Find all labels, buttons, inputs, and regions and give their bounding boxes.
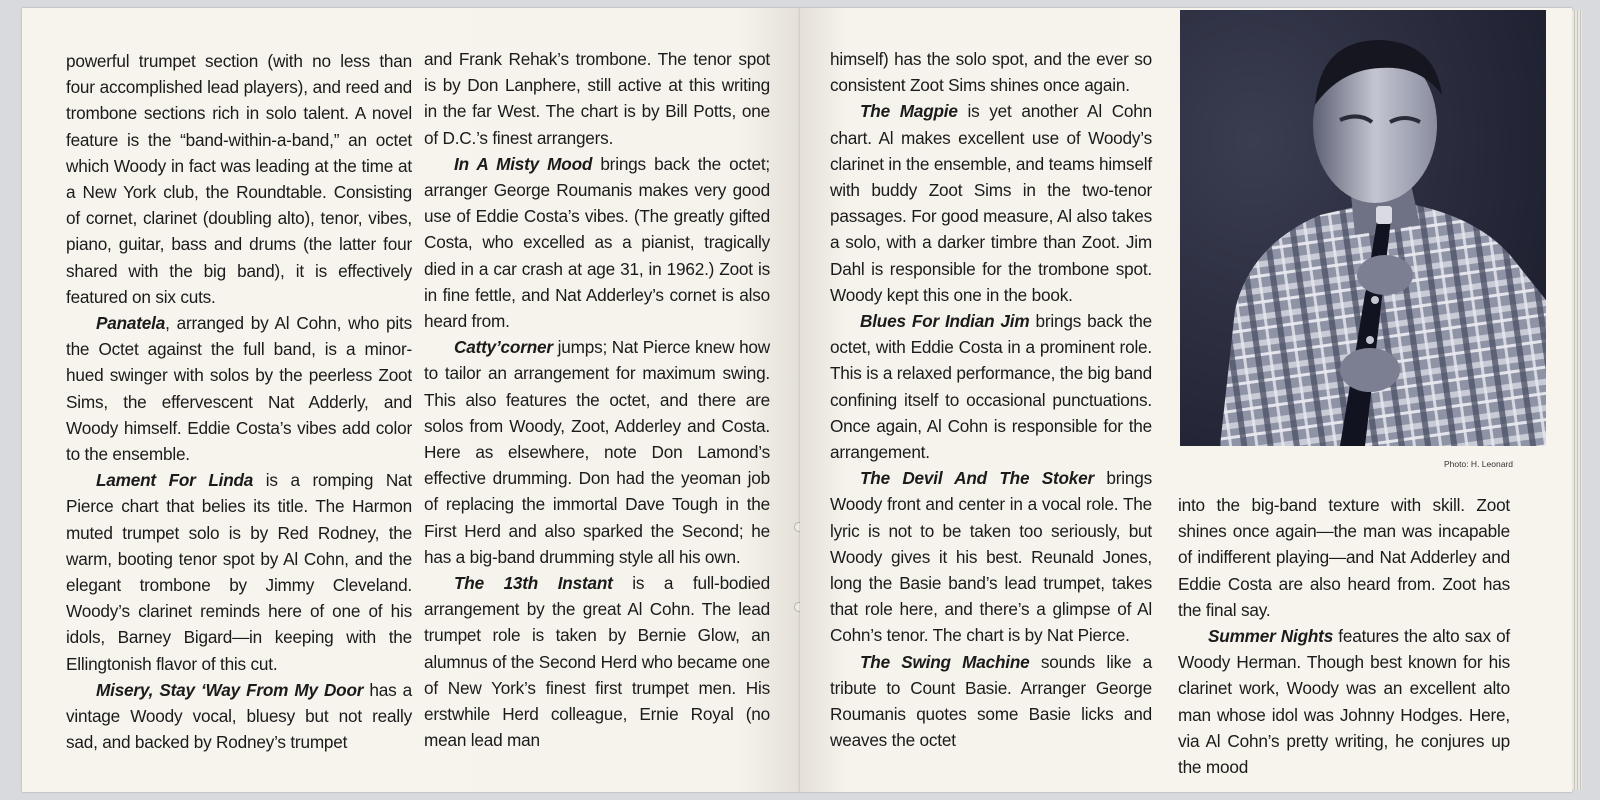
paragraph: Panatela, arranged by Al Cohn, who pits the Octet against the full band, is a minor-hued swinger with solos by the peerless Zoot Sims, the effervescent Nat Adderly, and Woody himself. Eddie Costa’s vibes add color to the ensemble. [66,313,412,465]
paragraph: Catty’corner jumps; Nat Pierce knew how to tailor an arrangement for maximum swing. This also features the octet, and there are solos from Woody, Zoot, Adderley and Costa. Here as elsewhere, note Don Lamond’s effective drumming. Don had the yeoman job of replacing the immortal Dave Tough in the First Herd and also sparked the Second; he has a big-band drumming style all his own. [424,337,770,567]
paragraph: The Magpie is yet another Al Cohn chart. Al makes excellent use of Woody’s clarinet in the ensemble, and teams himself with buddy Zoot Sims in the two-tenor passages. For good measure, Al also takes a solo, with a darker timbre than Zoot. Jim Dahl is responsible for the trombone spot. Woody kept this one in the book. [830,101,1152,305]
track-title-in-a-misty-mood: In A Misty Mood [454,153,593,174]
track-title-13th-instant: The 13th Instant [454,573,613,594]
track-title-the-magpie: The Magpie [860,101,958,122]
column-2 [424,46,770,753]
paragraph: himself) has the solo spot, and the ever so consistent Zoot Sims shines once again. [830,49,1152,96]
column-3 [830,46,1152,753]
paragraph: Summer Nights features the alto sax of Woody Herman. Though best known for his clarinet work, Woody was an excellent alto man whose idol was Johnny Hodges. Here, via Al Cohn’s pretty writing, he conjures up the mood [1178,626,1510,778]
page-edge [1572,10,1582,790]
paragraph: Misery, Stay ‘Way From My Door has a vintage Woody vocal, bluesy but not really sad, and backed by Rodney’s trumpet [66,679,413,753]
column-4 [1178,492,1510,780]
clarinet-player-illustration [1180,10,1546,446]
paragraph: The Devil And The Stoker brings Woody front and center in a vocal role. The lyric is not to be taken too seriously, but Woody gives it his best. Reunald Jones, long the Basie band’s lead trumpet, takes that role here, and there’s a glimpse of Al Cohn’s tenor. The chart is by Nat Pierce. [830,468,1152,646]
paragraph: into the big-band texture with skill. Zoot shines once again—the man was incapable of indifferent playing—and Nat Adderley and Eddie Costa are also heard from. Zoot has the final say. [1178,495,1510,620]
right-page [800,8,1572,792]
track-title-swing-machine: The Swing Machine [860,651,1030,672]
track-title-catty-corner: Catty’corner [454,337,553,358]
paragraph: The Swing Machine sounds like a tribute to Count Basie. Arranger George Roumanis quotes some Basie licks and weaves the octet [830,651,1152,751]
musician-photo [1180,10,1546,446]
paragraph: In A Misty Mood brings back the octet; arranger George Roumanis makes very good use of Eddie Costa’s vibes. (The greatly gifted Costa, who excelled as a pianist, tragically died in a car crash at age 31, in 1962.) Zoot is in fine fettle, and Nat Adderley’s cornet is also heard from. [424,153,770,332]
track-title-lament-for-linda: Lament For Linda [96,470,254,491]
track-title-panatela: Panatela [96,313,166,334]
track-title-blues-for-indian-jim: Blues For Indian Jim [860,311,1030,332]
paragraph: The 13th Instant is a full-bodied arrangement by the great Al Cohn. The lead trumpet role is taken by Bernie Glow, an alumnus of the Second Herd who became one of New York’s finest first trumpet men. His erstwhile Herd colleague, Ernie Royal (no mean lead man [424,573,770,751]
left-page [22,8,800,792]
paragraph: Lament For Linda is a romping Nat Pierce chart that belies its title. The Harmon muted trumpet solo is by Red Rodney, the warm, booting tenor spot by Al Cohn, and the elegant trombone by Jimmy Cleveland. Woody’s clarinet reminds here of one of his idols, Barney Bigard—in keeping with the Ellingtonish flavor of this cut. [66,470,412,674]
track-title-devil-and-stoker: The Devil And The Stoker [860,468,1094,489]
column-1 [66,48,412,755]
track-title-misery: Misery, Stay ‘Way From My Door [96,679,364,700]
photo-credit: Photo: H. Leonard [1444,459,1513,469]
paragraph: Blues For Indian Jim brings back the octet, with Eddie Costa in a prominent role. This is a relaxed performance, the big band confining itself to occasional punctuations. Once again, Al Cohn is responsible for the arrangement. [830,311,1152,463]
paragraph: and Frank Rehak’s trombone. The tenor spot is by Don Lanphere, still active at this writing in the far West. The chart is by Bill Potts, one of D.C.’s finest arrangers. [424,49,770,148]
paragraph: powerful trumpet section (with no less than four accomplished lead players), and reed and trombone sections rich in solo talent. A novel feature is the “band-within-a-band,” an octet which Woody in fact was leading at the time at a New York club, the Roundtable. Consisting of cornet, clarinet (doubling alto), tenor, vibes, piano, guitar, bass and drums (the latter four shared with the big band), it is effectively featured on six cuts. [66,51,412,307]
track-title-summer-nights: Summer Nights [1208,626,1334,647]
